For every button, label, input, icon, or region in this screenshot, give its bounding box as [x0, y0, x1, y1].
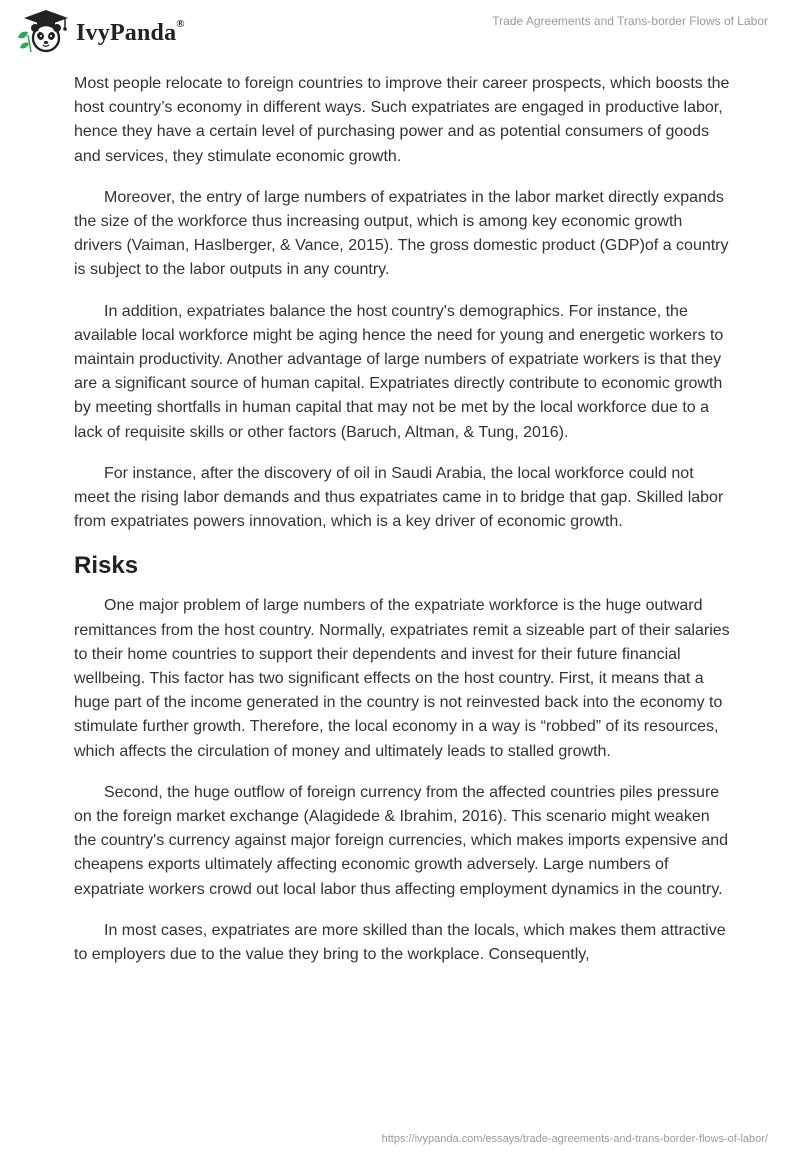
- page-header: [0, 0, 800, 70]
- section-heading-risks: Risks: [74, 552, 139, 580]
- source-url[interactable]: https://ivypanda.com/essays/trade-agreements-and-trans-border-flows-of-labor/: [381, 1133, 768, 1145]
- document-title: Trade Agreements and Trans-border Flows of Labor: [492, 14, 768, 28]
- essay-body: [74, 72, 730, 984]
- paragraph: Most people relocate to foreign countries to improve their career prospects, which boosts the host country’s economy in different ways. Such expatriates are engaged in productive labor, hence they have a certain level of purchasing power and as potential consumers of goods and services, they stimulate economic growth.: [74, 75, 730, 165]
- paragraph: In most cases, expatriates are more skilled than the locals, which makes them attractive to employers due to the value they bring to the workplace. Consequently,: [74, 921, 726, 964]
- paragraph: Second, the huge outflow of foreign currency from the affected countries piles pressure on the foreign market exchange (Alagidede & Ibrahim, 2016). This scenario might weaken the country's currency against major foreign currencies, which makes imports expensive and cheapens exports ultimately affecting economic growth adversely. Large numbers of expatriate workers crowd out local labor thus affecting employment dynamics in the country.: [74, 783, 729, 898]
- brand-name: IvyPanda®: [76, 17, 185, 46]
- paragraph: Moreover, the entry of large numbers of expatriates in the labor market directly expands the size of the workforce thus increasing output, which is among key economic growth drivers (Vaiman, Haslberger, & Vance, 2015). The gross domestic product (GDP)of a country is subject to the labor outputs in any country.: [74, 188, 729, 279]
- brand-logo[interactable]: [14, 8, 185, 54]
- panda-graduation-cap-logo-icon: [14, 8, 72, 54]
- paragraph: One major problem of large numbers of the expatriate workforce is the huge outward remittances from the host country. Normally, expatriates remit a sizeable part of their salaries to their home countries to support their dependents and invest for their future financial wellbeing. This factor has two significant effects on the host country. First, it means that a huge part of the income generated in the country is not reinvested back into the economy to stimulate further growth. Therefore, the local economy in a way is “robbed” of its resources, which affects the circulation of money and ultimately leads to stalled growth.: [74, 597, 730, 760]
- paragraph: For instance, after the discovery of oil in Saudi Arabia, the local workforce could not meet the rising labor demands and thus expatriates came in to bridge that gap. Skilled labor from expatriates powers innovation, which is a key driver of economic growth.: [74, 464, 724, 531]
- paragraph: In addition, expatriates balance the host country's demographics. For instance, the available local workforce might be aging hence the need for young and energetic workers to maintain productivity. Another advantage of large numbers of expatriate workers is that they are a significant source of human capital. Expatriates directly contribute to economic growth by meeting shortfalls in human capital that may not be met by the local workforce due to a lack of requisite skills or other factors (Baruch, Altman, & Tung, 2016).: [74, 302, 724, 441]
